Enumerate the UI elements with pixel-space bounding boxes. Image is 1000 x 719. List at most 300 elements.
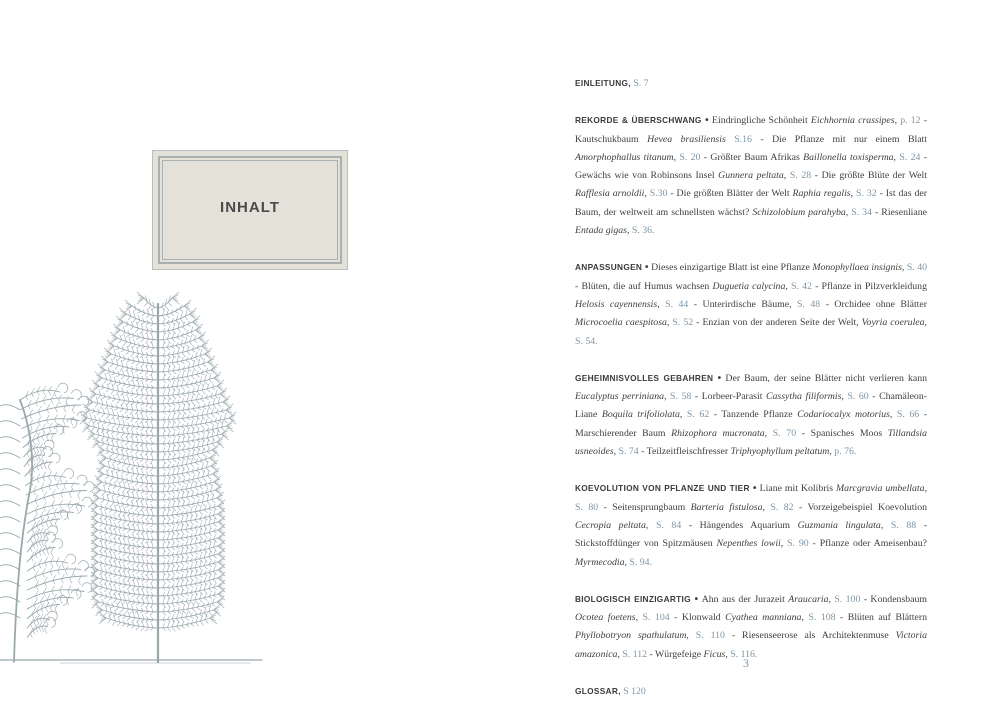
tree-needle <box>118 576 121 579</box>
tree-needle <box>146 556 149 558</box>
tree-needle <box>209 557 212 561</box>
toc-page-reference: S. 48 <box>797 298 821 310</box>
tree-needle <box>121 609 124 613</box>
tree-needle <box>181 531 184 535</box>
tree-needle <box>181 319 184 323</box>
tree-needle <box>37 619 39 623</box>
tree-needle <box>167 541 169 547</box>
tree-needle <box>186 334 189 336</box>
tree-needle <box>173 444 175 451</box>
toc-entry-text: - Enzian von der anderen Seite der Welt, <box>693 317 862 329</box>
tree-branch <box>27 597 73 609</box>
species-name: Cyathea manniana <box>725 612 802 624</box>
tree-needle <box>204 518 207 520</box>
tree-needle <box>65 571 67 575</box>
tree-needle <box>191 385 194 387</box>
toc-page-reference: S.16 <box>734 133 752 145</box>
tree-needle <box>150 404 153 408</box>
tree-needle <box>44 492 47 497</box>
toc-page-reference: S. 112 <box>622 648 648 660</box>
tree-needle <box>121 505 124 507</box>
tree-needle <box>151 573 153 580</box>
tree-needle <box>30 624 32 628</box>
tree-needle <box>173 611 176 613</box>
tree-needle <box>197 455 200 459</box>
tree-needle <box>178 395 181 398</box>
tree-needle <box>168 500 171 502</box>
tree-needle <box>181 563 184 566</box>
species-name: Cecropia peltata <box>575 519 646 531</box>
tree-needle <box>103 423 106 425</box>
tree-needle <box>30 548 32 552</box>
toc-section-heading: ANPASSUNGEN <box>575 262 643 273</box>
tree-needle <box>151 397 153 404</box>
tree-needle <box>121 441 124 443</box>
tree-needle <box>168 356 171 358</box>
tree-needle <box>111 606 114 608</box>
tree-needle <box>163 612 166 615</box>
tree-needle <box>60 514 62 518</box>
tree-needle <box>204 534 207 538</box>
tree-needle <box>186 530 189 533</box>
tree-needle <box>186 602 189 604</box>
tree-needle <box>146 492 149 495</box>
tree-needle <box>200 461 203 463</box>
title-label-box <box>152 150 348 270</box>
tree-needle <box>52 490 55 495</box>
tree-needle <box>30 425 32 429</box>
tree-needle <box>54 514 56 518</box>
tree-needle <box>204 598 207 600</box>
tree-needle <box>209 565 212 567</box>
tree-needle <box>172 467 175 469</box>
tree-needle <box>191 332 194 335</box>
tree-needle <box>151 365 153 372</box>
species-name: Rhizophora mucronata <box>671 427 765 439</box>
tree-needle <box>181 603 184 605</box>
tree-needle <box>37 479 39 483</box>
tree-needle <box>183 370 186 372</box>
tree-needle <box>136 403 139 405</box>
toc-page-reference: S. 40 <box>906 262 927 274</box>
tree-needle <box>137 539 140 542</box>
toc-page-reference: S. 74 <box>618 446 639 458</box>
tree-needle <box>173 483 176 487</box>
tree-needle <box>222 427 225 431</box>
toc-entry-text: , <box>924 317 927 329</box>
tree-needle <box>168 389 170 396</box>
toc-entry-text: , <box>626 225 632 237</box>
tree-needle <box>190 561 193 563</box>
tree-needle <box>132 595 135 598</box>
tree-needle <box>108 381 111 385</box>
tree-needle <box>33 457 35 461</box>
tree-needle <box>147 597 149 604</box>
tree-needle <box>66 396 69 401</box>
tree-needle <box>106 501 109 505</box>
tree-needle <box>100 587 103 589</box>
tree-needle <box>141 515 144 518</box>
tree-needle <box>205 620 208 623</box>
tree-needle <box>100 531 103 533</box>
tree-needle <box>196 375 199 377</box>
tree-needle <box>137 321 140 324</box>
tree-needle <box>177 362 180 365</box>
toc-entry-text: , <box>893 151 900 163</box>
tree-needle <box>108 485 111 487</box>
tree-needle <box>198 408 201 410</box>
tree-needle <box>195 520 198 523</box>
tree-needle <box>116 455 119 459</box>
tree-branch <box>25 462 52 476</box>
tree-needle <box>178 329 181 333</box>
tree-needle <box>163 478 165 483</box>
toc-entry-text: , <box>845 206 852 218</box>
tree-needle <box>201 399 204 401</box>
tree-needle <box>151 485 153 492</box>
tree-needle <box>145 356 148 358</box>
tree-needle <box>196 400 199 403</box>
tree-needle <box>205 485 208 487</box>
tree-needle <box>56 562 58 566</box>
tree-needle <box>141 555 144 557</box>
tree-needle <box>163 596 166 598</box>
tree-needle <box>43 395 46 400</box>
tree-needle <box>224 419 227 423</box>
tree-needle <box>192 418 195 420</box>
tree-needle <box>190 553 193 556</box>
tree-needle <box>132 539 135 541</box>
tree-needle <box>218 403 221 407</box>
tree-needle <box>104 525 107 529</box>
toc-entry-text: , <box>762 501 771 513</box>
tree-needle <box>168 372 171 376</box>
tree-needle <box>163 380 166 383</box>
tree-needle <box>46 420 48 424</box>
tree-needle <box>126 442 129 445</box>
toc-entry-text: , <box>829 446 835 458</box>
tree-needle <box>150 388 153 390</box>
tree-needle <box>177 491 180 493</box>
toc-page-reference: S. 80 <box>575 501 599 513</box>
tree-needle <box>213 547 216 551</box>
tree-needle <box>113 567 116 571</box>
tree-needle <box>207 431 210 433</box>
tree-needle <box>213 595 216 597</box>
toc-section <box>575 590 927 664</box>
tree-needle <box>183 458 186 460</box>
tree-needle <box>145 412 148 414</box>
tree-needle <box>95 403 98 407</box>
tree-needle <box>209 533 212 535</box>
tree-needle <box>141 603 144 606</box>
tree-needle <box>192 434 195 438</box>
bullet-separator: • <box>701 115 713 127</box>
tree-needle <box>38 417 41 422</box>
tree-needle <box>190 585 193 587</box>
tree-needle <box>167 468 170 470</box>
tree-needle <box>141 363 144 367</box>
tree-needle <box>141 627 144 631</box>
tree-needle <box>131 450 134 452</box>
tree-needle <box>178 507 181 511</box>
tree-needle <box>98 422 101 424</box>
tree-needle <box>190 521 193 525</box>
tree-needle <box>209 597 212 599</box>
toc-entry-text: , <box>783 170 790 182</box>
toc-entry-text: - Größter Baum Afrikas <box>700 151 804 163</box>
tree-needle <box>182 443 185 447</box>
tree-needle <box>147 621 149 627</box>
tree-needle <box>126 506 129 508</box>
tree-needle <box>207 445 210 449</box>
tree-needle <box>182 403 185 405</box>
tree-needle <box>116 471 119 473</box>
tree-needle <box>131 474 134 477</box>
tree-needle <box>112 373 115 375</box>
tree-needle <box>42 542 44 546</box>
tree-needle <box>200 543 203 546</box>
tree-needle <box>187 352 190 355</box>
tree-needle <box>118 600 121 604</box>
tree-needle <box>55 419 57 423</box>
tree-needle <box>204 566 207 569</box>
toc-entry-text: , <box>901 262 907 274</box>
tree-needle <box>195 512 198 516</box>
tree-needle <box>172 547 175 549</box>
tree-needle <box>167 421 169 428</box>
tree-needle <box>173 413 175 420</box>
tree-needle <box>128 317 131 321</box>
tree-needle <box>178 451 181 454</box>
tree-needle <box>141 539 144 543</box>
tree-branch <box>0 453 20 458</box>
tree-needle <box>112 399 115 401</box>
tree-needle <box>70 579 72 583</box>
toc-entry-text: , <box>894 115 901 127</box>
tree-needle <box>167 604 170 608</box>
tree-needle <box>106 389 109 392</box>
tree-needle <box>101 388 104 390</box>
tree-needle <box>183 450 186 452</box>
tree-needle <box>213 507 216 509</box>
tree-needle <box>106 476 109 479</box>
tree-needle <box>163 620 166 622</box>
tree-needle <box>181 386 184 389</box>
tree-needle <box>46 608 48 612</box>
tree-needle <box>123 577 126 581</box>
tree-needle <box>51 400 53 404</box>
tree-needle <box>168 460 171 464</box>
tree-needle <box>127 586 130 589</box>
tree-needle <box>212 604 215 607</box>
tree-needle <box>50 562 52 566</box>
tree-needle <box>163 356 166 358</box>
tree-needle <box>190 529 193 531</box>
tree-needle <box>31 393 33 397</box>
tree-needle <box>183 327 186 330</box>
tree-needle <box>197 348 200 350</box>
tree-needle <box>200 519 203 521</box>
tree-needle <box>150 524 153 527</box>
tree-needle <box>192 393 195 396</box>
tree-needle <box>140 395 143 399</box>
tree-needle <box>52 586 55 591</box>
tree-needle <box>207 415 210 419</box>
tree-needle <box>135 329 138 333</box>
tree-needle <box>64 408 66 412</box>
tree-needle <box>192 350 195 352</box>
tree-needle <box>52 500 55 505</box>
tree-needle <box>167 597 169 604</box>
species-name: Microcoelia caespitosa <box>575 317 667 329</box>
tree-needle <box>173 501 175 508</box>
toc-page-reference: S. 44 <box>665 298 689 310</box>
toc-entry-text: Eindringliche Schönheit <box>712 115 811 127</box>
tree-needle <box>132 336 135 338</box>
tree-needle <box>195 463 198 465</box>
tree-needle <box>146 532 149 534</box>
toc-entry-text: Dieses einzigartige Blatt ist eine Pflanze <box>651 262 813 274</box>
tree-needle <box>211 492 214 496</box>
tree-illustration <box>0 290 270 670</box>
tree-needle <box>113 486 116 488</box>
toc-entry-text: - Ist das der Baum, der weltweit am schnellsten wächst? <box>575 188 927 218</box>
left-page <box>0 0 500 702</box>
tree-needle <box>52 591 54 595</box>
tree-needle <box>106 445 109 449</box>
tree-needle <box>200 551 203 553</box>
tree-branch <box>27 512 73 524</box>
tree-needle <box>89 419 92 423</box>
toc-entry-text: - Kondensbaum <box>860 593 928 605</box>
tree-branch <box>0 469 20 474</box>
tree-needle <box>163 332 166 334</box>
tree-needle <box>137 523 140 525</box>
tree-needle <box>188 410 191 414</box>
tree-needle <box>195 528 198 530</box>
toc-page-reference: S. 60 <box>847 391 869 403</box>
tree-needle <box>150 412 153 414</box>
tree-needle <box>150 556 153 559</box>
tree-needle <box>201 373 204 375</box>
tree-needle <box>131 419 134 422</box>
tree-needle <box>216 413 219 415</box>
tree-needle <box>122 385 125 387</box>
toc-page-reference: S. 62 <box>686 409 710 421</box>
tree-needle <box>200 382 203 385</box>
tree-needle <box>187 418 190 420</box>
tree-needle <box>43 391 45 395</box>
tree-needle <box>151 430 153 436</box>
tree-needle <box>126 418 129 420</box>
tree-needle <box>173 371 176 374</box>
tree-needle <box>126 498 129 502</box>
species-name: Guzmania lingulata <box>797 519 881 531</box>
tree-needle <box>56 423 59 428</box>
tree-needle <box>137 563 140 567</box>
tree-needle <box>140 436 143 438</box>
tree-needle <box>186 538 189 540</box>
tree-needle <box>100 555 103 558</box>
tree-needle <box>181 345 184 348</box>
species-name: Helosis cayennensis <box>575 298 658 310</box>
toc-section-heading: KOEVOLUTION VON PFLANZE UND TIER <box>575 483 750 494</box>
tree-needle <box>136 338 139 340</box>
tree-needle <box>42 437 44 441</box>
tree-needle <box>186 618 189 621</box>
tree-needle <box>186 586 189 589</box>
tree-needle <box>198 479 201 483</box>
tree-needle <box>140 507 143 511</box>
tree-needle <box>150 620 153 622</box>
tree-needle <box>121 393 124 396</box>
tree-needle <box>206 372 209 374</box>
tree-needle <box>211 414 214 417</box>
toc-page-reference: S. 32 <box>856 188 877 200</box>
tree-needle <box>209 484 212 486</box>
species-name: Baillonella toxisperma <box>803 151 894 163</box>
tree-needle <box>146 453 148 459</box>
tree-needle <box>165 306 168 310</box>
tree-needle <box>171 314 174 316</box>
tree-needle <box>123 537 126 539</box>
tree-needle <box>200 583 203 585</box>
toc-entry-text: , <box>785 280 792 292</box>
tree-needle <box>187 402 190 405</box>
tree-needle <box>132 587 135 591</box>
tree-needle <box>115 479 118 483</box>
tree-needle <box>213 587 216 589</box>
tree-needle <box>78 495 80 499</box>
tree-needle <box>173 330 176 334</box>
species-name: Raphia regalis <box>792 188 851 200</box>
tree-needle <box>163 468 166 471</box>
tree-needle <box>210 397 213 399</box>
tree-needle <box>100 595 103 597</box>
tree-needle <box>168 453 170 459</box>
tree-needle <box>37 534 39 538</box>
toc-entry-text: , <box>657 298 666 310</box>
toc-entry-text: , <box>686 630 696 642</box>
tree-needle <box>146 315 149 318</box>
tree-needle <box>178 459 181 461</box>
tree-needle <box>100 523 103 526</box>
tree-needle <box>102 414 105 417</box>
tree-needle <box>200 486 203 488</box>
tree-needle <box>35 596 37 600</box>
tree-needle <box>49 486 51 490</box>
toc-entry-text: , <box>880 519 891 531</box>
tree-needle <box>43 551 45 555</box>
tree-needle <box>135 435 138 437</box>
tree-needle <box>101 604 104 607</box>
tree-needle <box>111 390 114 394</box>
tree-needle <box>131 403 134 405</box>
tree-needle <box>146 620 149 622</box>
toc-section <box>575 479 927 571</box>
tree-needle <box>113 621 116 625</box>
species-name: Amorphophallus titanum <box>575 151 674 163</box>
tree-needle <box>150 492 153 496</box>
tree-needle <box>209 589 212 592</box>
tree-needle <box>150 348 153 351</box>
tree-needle <box>163 334 165 340</box>
tree-needle <box>192 472 195 474</box>
tree-needle <box>163 444 166 446</box>
tree-needle <box>168 444 171 446</box>
toc-page-reference: S. 104 <box>642 612 670 624</box>
